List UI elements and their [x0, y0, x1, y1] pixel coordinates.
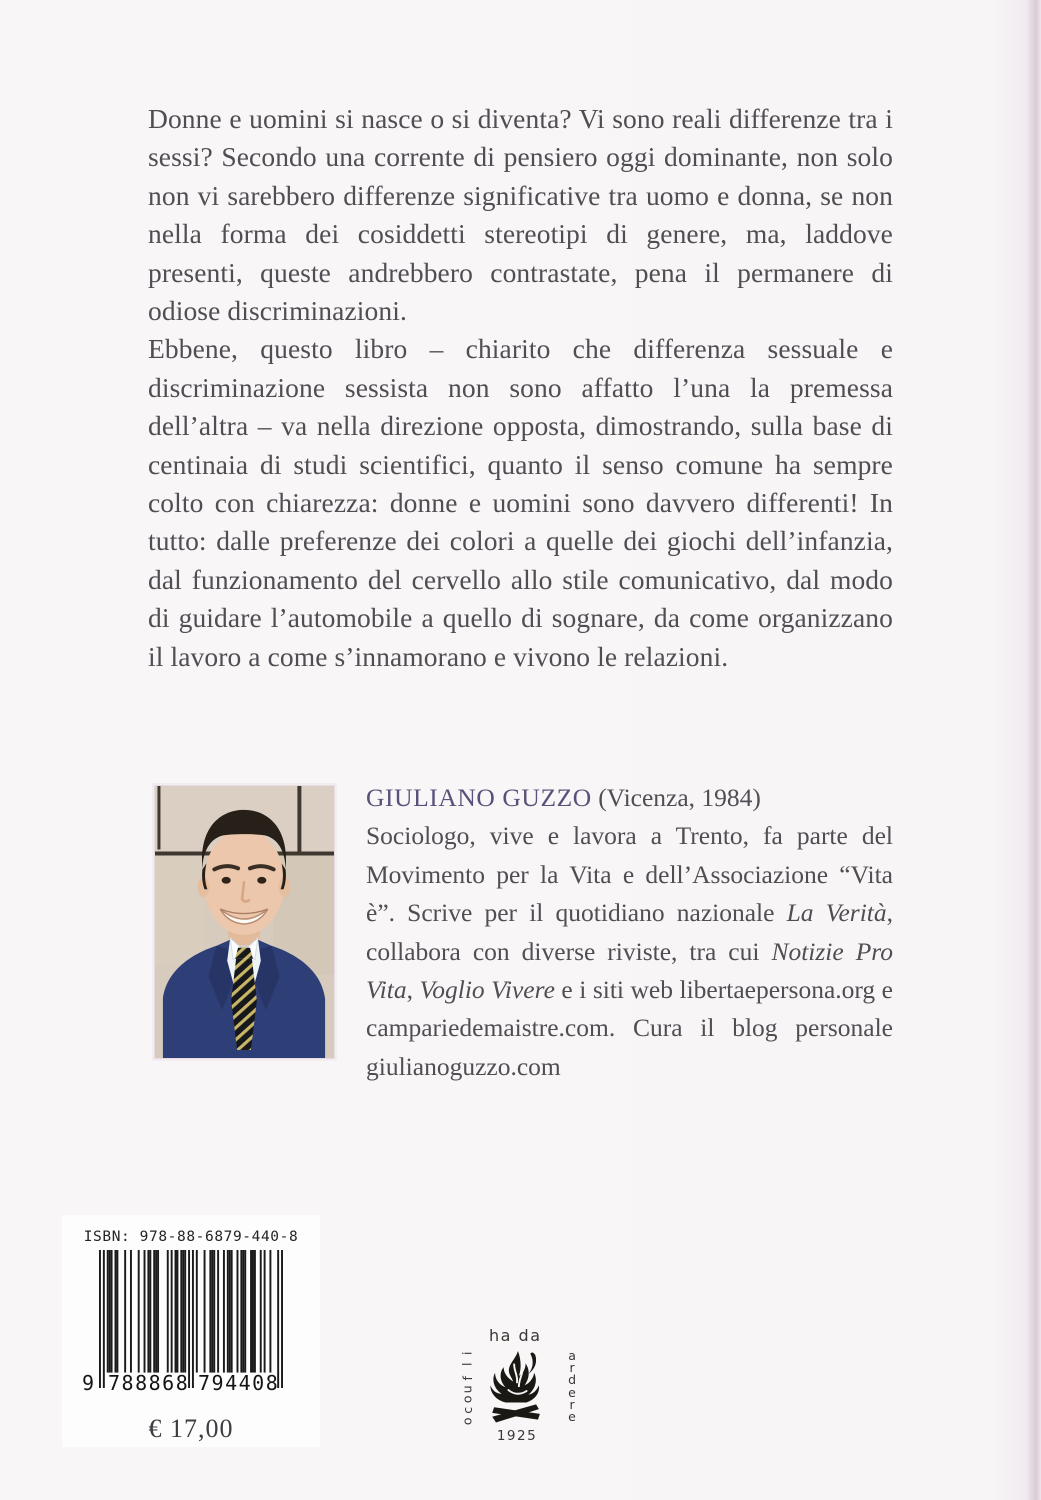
- isbn-label: ISBN: 978-88-6879-440-8: [83, 1229, 299, 1245]
- synopsis-paragraph-2: Ebbene, questo libro – chiarito che differenza sessuale e discriminazione sessista non sono affatto l’una la premessa dell’altra – va nella direzione opposta, dimostrando, sulla base di centinaia di studi scientifici, quanto il senso comune ha sempre colto con chiarezza: donne e uomini sono davvero differenti! In tutto: dalle preferenze dei colori a quelle dei giochi dell’infanzia, dal funzionamento del cervello allo stile comunicativo, dal modo di guidare l’automobile a quello di sognare, da come organizzano il lavoro a come s’innamorano e vivono le relazioni.: [148, 333, 893, 672]
- author-portrait-photo: [155, 786, 334, 1058]
- logo-year: 1925: [496, 1428, 538, 1444]
- barcode-panel: [62, 1215, 320, 1447]
- author-bio-block: [366, 779, 893, 1086]
- publisher-logo: [452, 1326, 584, 1454]
- author-name: GIULIANO GUZZO: [366, 783, 592, 812]
- barcode-icon: [99, 1250, 283, 1388]
- ean-digit-lead: 9: [82, 1371, 95, 1395]
- ean-digits: [82, 1371, 283, 1395]
- flame-icon: [484, 1350, 550, 1432]
- author-photo: [154, 785, 335, 1059]
- author-birthplace: (Vicenza, 1984): [591, 783, 761, 812]
- price-label: € 17,00: [148, 1414, 234, 1443]
- logo-text-top: ha da: [489, 1326, 542, 1345]
- ean-digit-left: 788868: [108, 1371, 190, 1395]
- author-heading: [366, 779, 893, 817]
- synopsis-block: [148, 100, 893, 676]
- author-bio-text: Sociologo, vive e lavora a Trento, fa parte del Movimento per la Vita e dell’Associazione “Vita è”. Scrive per il quotidiano nazionale La Verità, collabora con diverse riviste, tra cui Notizie Pro Vita, Voglio Vivere e i siti web libertaepersona.org e campariedemaistre.com. Cura il blog personale giulianoguzzo.com: [366, 821, 894, 1081]
- ean-digit-right: 794408: [198, 1371, 280, 1395]
- logo-text-left: i l f u o c o: [459, 1351, 475, 1425]
- synopsis-paragraph-1: Donne e uomini si nasce o si diventa? Vi sono reali differenze tra i sessi? Secondo una corrente di pensiero oggi dominante, non solo non vi sarebbero differenze significative tra uomo e donna, se non nella forma dei cosiddetti stereotipi di genere, ma, laddove presenti, queste andrebbero contrastate, pena il permanere di odiose discriminazioni.: [148, 103, 893, 327]
- logo-text-right: a r d e r e: [568, 1348, 576, 1424]
